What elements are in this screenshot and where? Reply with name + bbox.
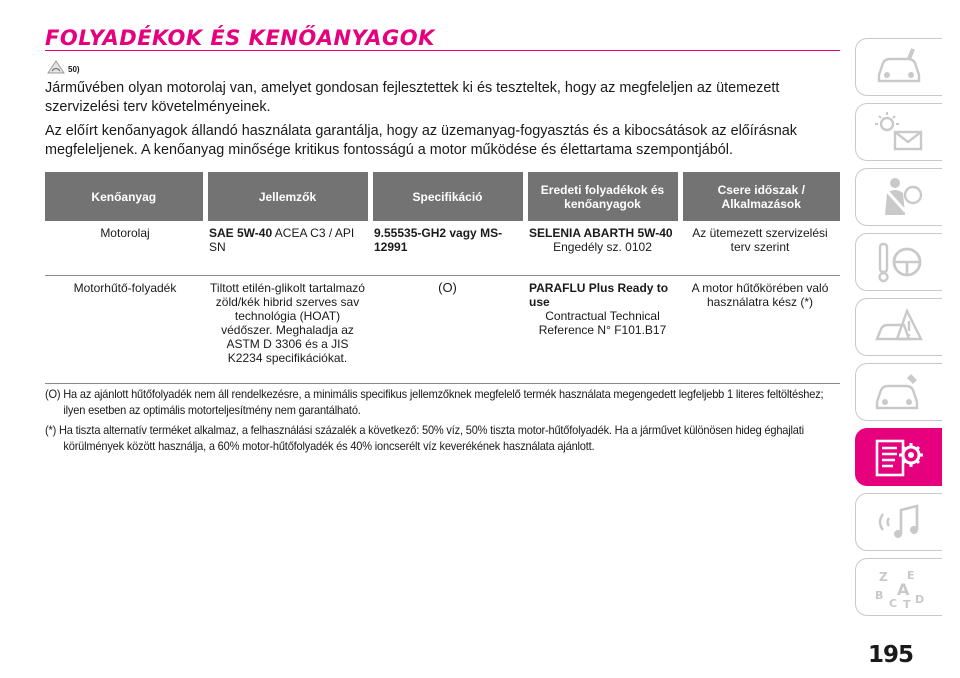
svg-text:Z: Z [879, 570, 888, 584]
chapter-tab-emergency[interactable] [855, 298, 942, 356]
warning-reference [47, 60, 80, 74]
svg-text:D: D [915, 593, 925, 606]
page-number: 195 [868, 642, 914, 668]
original-fluid-reference: Contractual Technical Reference N° F101.B17 [538, 308, 667, 337]
chapter-tab-technical-data[interactable] [855, 428, 942, 486]
index-icon [873, 565, 925, 609]
cell-original-fluid [525, 221, 680, 275]
intro-paragraph-2: Az előírt kenőanyagok állandó használata garantálja, hogy az üzemanyag-fogyasztás és a kibocsátások az előírásnak megfeleljenek. A kenőanyag minősége kritikus fontosságú a motor működése és élettartama szempontjából. [45, 123, 797, 158]
header-interval: Csere időszak / Alkalmazások [680, 172, 840, 221]
svg-text:B: B [875, 589, 884, 602]
original-fluid-approval: Engedély sz. 0102 [553, 240, 652, 254]
car-icon [873, 45, 925, 89]
svg-text:T: T [903, 598, 911, 609]
key-steering-icon [873, 240, 925, 284]
spec-standards: ACEA C3 / API SN [209, 226, 355, 254]
svg-text:C: C [889, 597, 898, 609]
chapter-sidebar [855, 38, 942, 623]
chapter-tab-maintenance[interactable] [855, 363, 942, 421]
cell-specification: (O) [370, 275, 525, 383]
original-fluid-name: SELENIA ABARTH 5W-40 [529, 226, 673, 240]
car-service-icon [873, 370, 925, 414]
multimedia-icon [873, 500, 925, 544]
chapter-tab-dashboard[interactable] [855, 38, 942, 96]
cell-interval: A motor hűtőkörében való használatra kész (*) [680, 275, 840, 383]
table-header-row [45, 172, 840, 221]
cell-specification: 9.55535-GH2 vagy MS-12991 [370, 221, 525, 275]
lubricants-table [45, 172, 840, 384]
intro-paragraph-1: Járművében olyan motorolaj van, amelyet gondosan fejlesztettek ki és teszteltek, hogy az megfeleljen az ütemezett szervizelési terv követelményeinek. [45, 80, 780, 115]
chapter-tab-warnings[interactable] [855, 103, 942, 161]
chapter-tab-starting-driving[interactable] [855, 233, 942, 291]
cell-characteristics: Tiltott etilén-glikolt tartalmazó zöld/kék hibrid szerves sav technológia (HOAT) védőszer. Meghaladja az ASTM D 3306 és a JIS K2234 specifikációkat. [205, 275, 370, 383]
cell-lubricant: Motorolaj [45, 221, 205, 275]
footnotes [45, 386, 840, 458]
chapter-tab-multimedia[interactable] [855, 493, 942, 551]
cell-original-fluid [525, 275, 680, 383]
warning-reference-number: 50) [68, 65, 80, 74]
header-characteristics: Jellemzők [205, 172, 370, 221]
chapter-tab-safety[interactable] [855, 168, 942, 226]
cell-characteristics [205, 221, 370, 275]
warning-triangle-icon [47, 60, 65, 74]
cell-lubricant: Motorhűtő-folyadék [45, 275, 205, 383]
spec-grade: SAE 5W-40 [209, 226, 273, 240]
table-row [45, 275, 840, 383]
seatbelt-airbag-icon [873, 175, 925, 219]
cell-interval: Az ütemezett szervizelési terv szerint [680, 221, 840, 275]
breakdown-icon [873, 305, 925, 349]
page-title: FOLYADÉKOK ÉS KENŐANYAGOK [45, 26, 435, 50]
original-fluid-name: PARAFLU Plus Ready to use [529, 280, 669, 309]
header-specification: Specifikáció [370, 172, 525, 221]
svg-text:E: E [907, 569, 915, 582]
chapter-tab-index[interactable] [855, 558, 942, 616]
footnote-asterisk: (*) Ha tiszta alternatív terméket alkalmaz, a felhasználási százalék a következő: 50% víz, 50% tiszta motor-hűtőfolyadék. Ha a járművet különösen hideg éghajlati körülmények között használja, a 60% motor-hűtőfolyadék és 40% ioncserélt víz keverékének használata ajánlott. [45, 423, 804, 453]
title-divider [45, 50, 840, 51]
footnote-o: (O) Ha az ajánlott hűtőfolyadék nem áll rendelkezésre, a minimális specifikus jellemzőknek megfelelő termék használata megengedett legfeljebb 1 literes feltöltéshez; ilyen esetben az optimális motorteljesítmény nem garantálható. [45, 387, 824, 417]
warning-lights-icon [873, 110, 925, 154]
svg-text:A: A [897, 580, 910, 599]
header-original-fluids: Eredeti folyadékok és kenőanyagok [525, 172, 680, 221]
table-row [45, 221, 840, 275]
technical-specs-icon [873, 435, 925, 479]
header-lubricant: Kenőanyag [45, 172, 205, 221]
